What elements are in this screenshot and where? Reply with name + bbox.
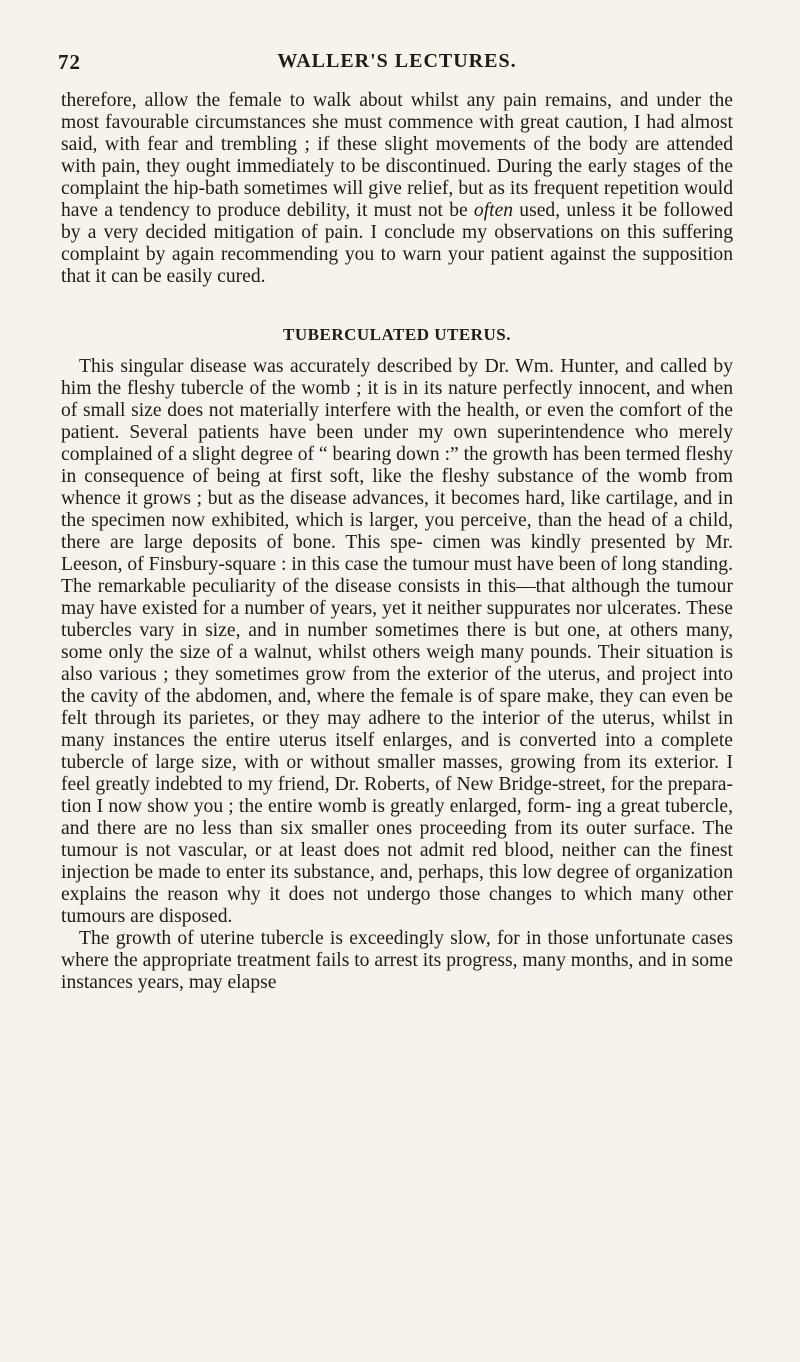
- running-header: [58, 50, 733, 90]
- book-page: [58, 50, 733, 994]
- page-number: 72: [58, 50, 81, 74]
- running-title: WALLER'S LECTURES.: [277, 50, 517, 72]
- intro-text-part2: used, unless it be followed by a very decided mitigation of pain. I conclude my observations on this suffering complaint by again recommending you to warn your patient against the supposition that it can be easily cured.: [61, 200, 733, 287]
- emphasized-word: often: [473, 200, 514, 221]
- intro-text-part1: therefore, allow the female to walk about whilst any pain remains, and under the most favourable circumstances she must commence with great caution, I had almost said, with fear and trembling ; if these slight movements of the body are attended with pain, they ought immediately to be discontinued. During the early stages of the complaint the hip-bath sometimes will give relief, but as its frequent repetition would have a tendency to produce debility, it must not be: [61, 90, 733, 221]
- section-paragraph-2: The growth of uterine tubercle is exceedingly slow, for in those unfortunate cases where the appropriate treatment fails to arrest its progress, many months, and in some instances years, may elapse: [61, 928, 733, 993]
- section-paragraph-1: This singular disease was accurately described by Dr. Wm. Hunter, and called by him the fleshy tubercle of the womb ; it is in its nature perfectly innocent, and when of small size does not materially interfere with the health, or even the comfort of the patient. Several patients have been under my own superintendence who merely complained of a slight degree of “ bearing down :” the growth has been termed fleshy in consequence of being at first soft, like the fleshy substance of the womb from whence it grows ; but as the disease advances, it becomes hard, like cartilage, and in the specimen now exhibited, which is larger, you perceive, than the head of a child, there are large deposits of bone. This spe- cimen was kindly presented by Mr. Leeson, of Finsbury-square : in this case the tumour must have been of long standing. The remarkable peculiarity of the disease consists in this—that although the tumour may have existed for a number of years, yet it neither suppurates nor ulcerates. These tubercles vary in size, and in number sometimes there is but one, at others many, some only the size of a walnut, whilst others weigh many pounds. Their situation is also various ; they sometimes grow from the exterior of the uterus, and project into the cavity of the abdomen, and, where the female is of spare make, they can even be felt through its parietes, or they may adhere to the interior of the uterus, whilst in many instances the entire uterus itself enlarges, and is converted into a complete tubercle of large size, with or without smaller masses, growing from its exterior. I feel greatly indebted to my friend, Dr. Roberts, of New Bridge-street, for the prepara- tion I now show you ; the entire womb is greatly enlarged, form- ing a great tubercle, and there are no less than six smaller ones proceeding from its outer surface. The tumour is not vascular, or at least does not admit red blood, neither can the finest injection be made to enter its substance, and, perhaps, this low degree of organization explains the reason why it does not undergo those changes to which many other tumours are disposed.: [61, 356, 733, 927]
- intro-paragraph: [61, 90, 733, 288]
- section-heading: TUBERCULATED UTERUS.: [283, 325, 511, 344]
